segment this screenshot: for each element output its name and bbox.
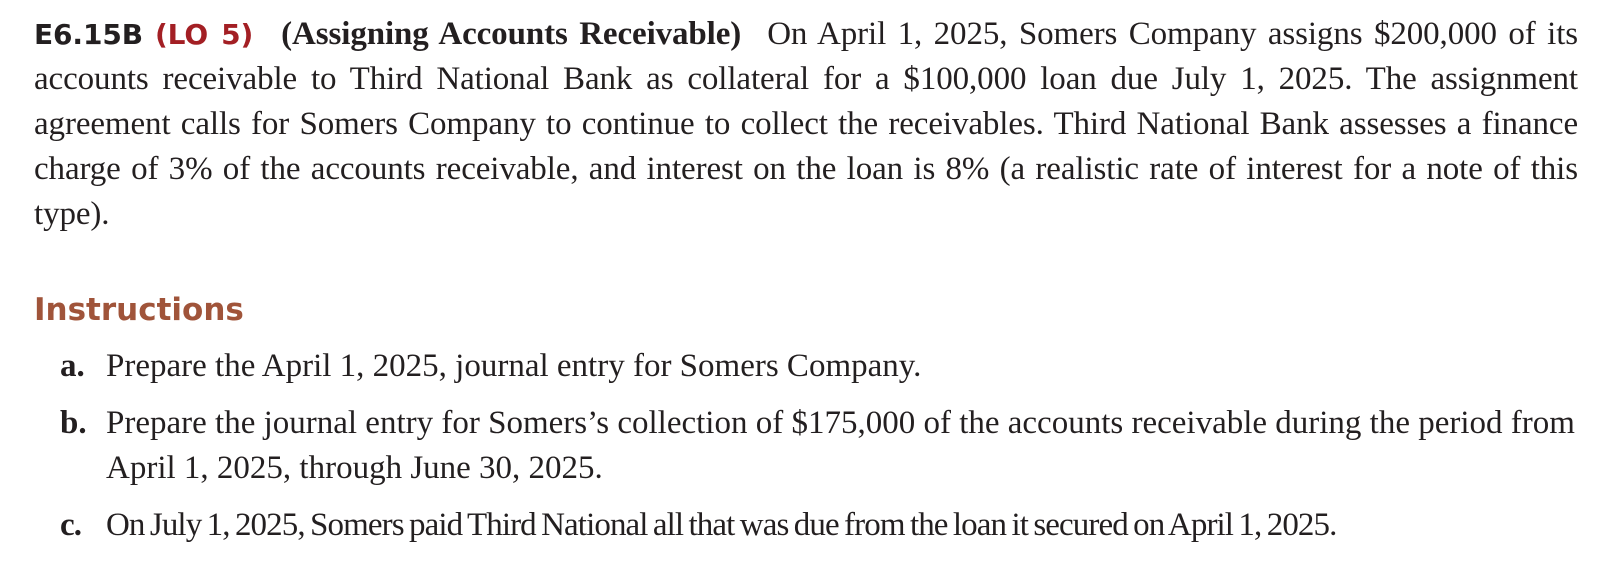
instruction-letter: b. [60, 405, 87, 441]
exercise-title: (Assigning Accounts Receivable) [281, 16, 742, 52]
instructions-list [34, 344, 1578, 548]
instruction-item-c [34, 503, 1578, 548]
learning-objective: (LO 5) [154, 18, 254, 51]
instructions-heading: Instructions [34, 292, 244, 328]
instruction-letter: a. [60, 348, 85, 384]
instruction-item-b [34, 401, 1578, 491]
instruction-text: On July 1, 2025, Somers paid Third National all that was due from the loan it secured on April 1, 2025. [106, 507, 1337, 543]
exercise-paragraph [34, 12, 1578, 237]
instruction-letter: c. [60, 507, 82, 543]
instruction-text: Prepare the April 1, 2025, journal entry for Somers Company. [106, 348, 922, 384]
exercise-body: On April 1, 2025, Somers Company assigns $200,000 of its accounts receivable to Third National Bank as collateral for a $100,000 loan due July 1, 2025. The assignment agreement calls for Somers Company to continue to collect the receivables. Third National Bank assesses a finance charge of 3% of the accounts receivable, and interest on the loan is 8% (a realistic rate of interest for a note of this type). [34, 16, 1579, 232]
instruction-item-a [34, 344, 1578, 389]
exercise-page [34, 12, 1578, 560]
exercise-number: E6.15B [34, 18, 143, 51]
instruction-text: Prepare the journal entry for Somers’s collection of $175,000 of the accounts receivable during the period from April 1, 2025, through June 30, 2025. [106, 405, 1575, 486]
